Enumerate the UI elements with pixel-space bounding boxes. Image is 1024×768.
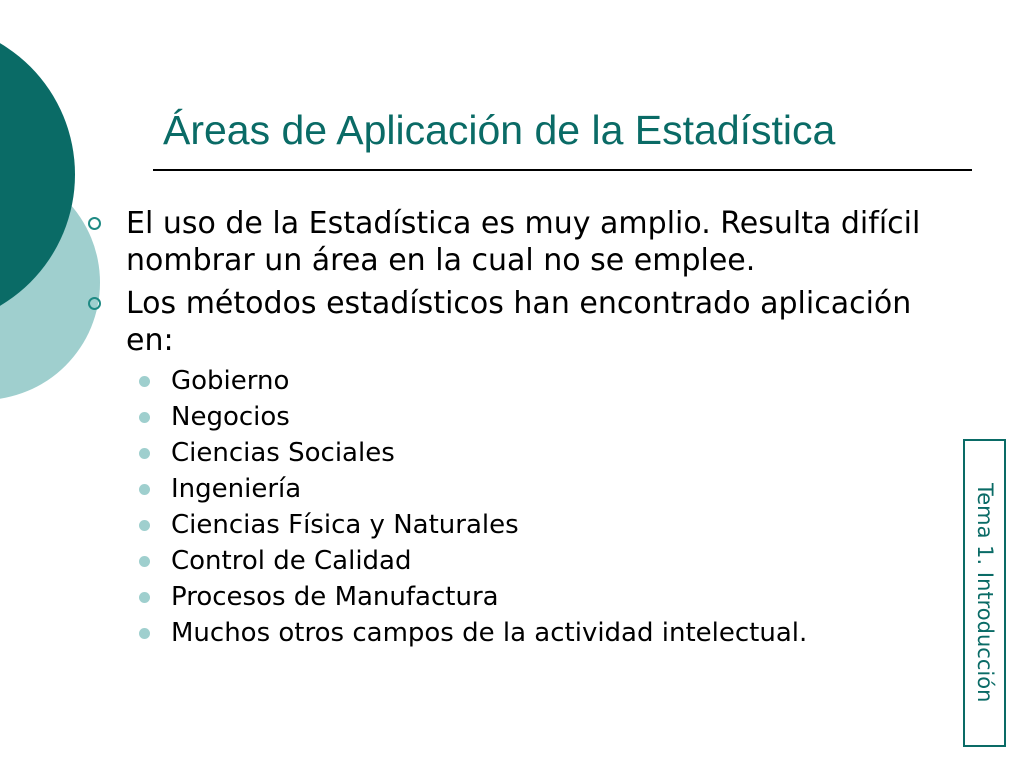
bullet-text: El uso de la Estadística es muy amplio. Resulta difícil nombrar un área en la cual no se emplee. (126, 206, 921, 278)
list-item-label: Control de Calidad (171, 546, 412, 576)
topic-side-label-text: Tema 1. Introducción (973, 483, 997, 703)
list-item-label: Muchos otros campos de la actividad intelectual. (171, 618, 808, 648)
slide-title: Áreas de Aplicación de la Estadística (163, 107, 836, 153)
list-item-label: Gobierno (171, 366, 290, 396)
list-item (88, 543, 938, 579)
list-item (88, 399, 938, 435)
list-item-label: Ingeniería (171, 474, 302, 504)
dot-bullet-icon (139, 412, 150, 423)
topic-side-label (963, 439, 1006, 747)
slide-content (88, 205, 938, 651)
bullet-item (88, 205, 938, 279)
dot-bullet-icon (139, 376, 150, 387)
list-item (88, 435, 938, 471)
application-areas-list (88, 363, 938, 651)
list-item (88, 579, 938, 615)
bullet-text: Los métodos estadísticos han encontrado aplicación en: (126, 286, 912, 358)
list-item (88, 507, 938, 543)
dot-bullet-icon (139, 484, 150, 495)
list-item (88, 471, 938, 507)
dot-bullet-icon (139, 448, 150, 459)
ring-bullet-icon (88, 297, 101, 310)
list-item-label: Procesos de Manufactura (171, 582, 499, 612)
bullet-item (88, 285, 938, 359)
list-item-label: Ciencias Física y Naturales (171, 510, 519, 540)
dot-bullet-icon (139, 628, 150, 639)
list-item-label: Negocios (171, 402, 290, 432)
dot-bullet-icon (139, 520, 150, 531)
list-item (88, 363, 938, 399)
list-item-label: Ciencias Sociales (171, 438, 395, 468)
dot-bullet-icon (139, 556, 150, 567)
ring-bullet-icon (88, 217, 101, 230)
dot-bullet-icon (139, 592, 150, 603)
title-underline (153, 169, 972, 171)
list-item (88, 615, 938, 651)
